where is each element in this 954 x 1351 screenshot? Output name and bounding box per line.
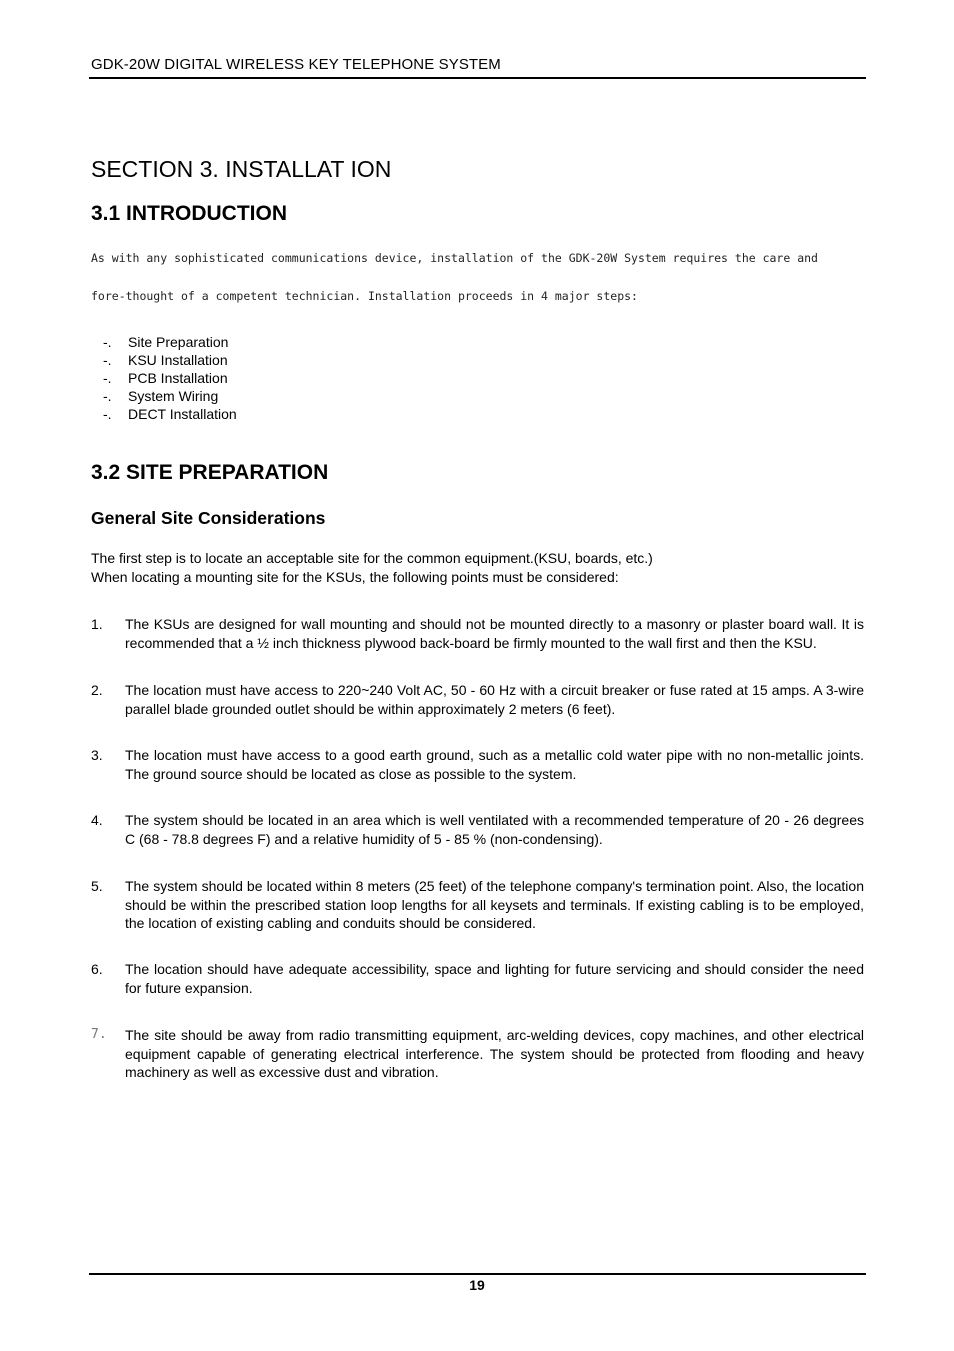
list-item [103,369,237,387]
list-item [103,387,237,405]
item-number: 5. [91,878,103,894]
list-item [103,333,237,351]
site-considerations-subheading: General Site Considerations [91,508,326,528]
introduction-heading: 3.1 INTRODUCTION [91,202,288,225]
header-title: GDK-20W DIGITAL WIRELESS KEY TELEPHONE SYSTEM [91,56,501,73]
item-text: The KSUs are designed for wall mounting and should not be mounted directly to a masonry or plaster board wall. It is recommended that a ½ inch thickness plywood back-board be firmly mounted to the wall first and then the KSU. [125,616,864,651]
introduction-paragraph [91,239,866,315]
item-text: The location must have access to 220~240 Volt AC, 50 - 60 Hz with a circuit breaker or fuse rated at 15 amps. A 3-wire parallel blade grounded outlet should be within approximately 2 meters (6 feet). [125,682,864,717]
list-item-label: PCB Installation [128,370,228,386]
item-number: 3. [91,747,103,763]
list-item [103,405,237,423]
item-text: The system should be located within 8 meters (25 feet) of the telephone company's termination point. Also, the location should be within the prescribed station loop lengths for all keysets and terminals. If existing cabling is to be employed, the location of existing cabling and conduits should be considered. [125,878,864,931]
site-intro-line: When locating a mounting site for the KSUs, the following points must be considered: [91,569,619,585]
consideration-item [91,877,864,933]
consideration-item [91,960,864,997]
list-bullet: -. [103,370,112,386]
list-item-label: DECT Installation [128,406,237,422]
site-intro-line: The first step is to locate an acceptable site for the common equipment.(KSU, boards, etc.) [91,550,653,566]
item-text: The location should have adequate accessibility, space and lighting for future servicing and should consider the need for future expansion. [125,961,864,996]
list-bullet: -. [103,334,112,350]
introduction-line: fore-thought of a competent technician. Installation proceeds in 4 major steps: [91,289,638,303]
list-item-label: Site Preparation [128,334,229,350]
list-bullet: -. [103,388,112,404]
list-item [103,351,237,369]
introduction-line: As with any sophisticated communications device, installation of the GDK-20W System requires the care and [91,251,818,265]
site-intro-paragraph [91,549,653,587]
header-divider [89,77,866,79]
item-number: 6. [91,961,103,977]
footer-divider [89,1273,866,1275]
item-number: 7. [91,1027,107,1042]
list-item-label: KSU Installation [128,352,228,368]
list-item-label: System Wiring [128,388,219,404]
section-title: SECTION 3. INSTALLAT ION [91,156,392,182]
site-preparation-heading: 3.2 SITE PREPARATION [91,461,329,484]
consideration-item [91,1026,864,1082]
consideration-item [91,615,864,652]
consideration-item [91,811,864,848]
installation-steps-list [103,333,237,423]
consideration-item [91,681,864,718]
item-text: The site should be away from radio transmitting equipment, arc-welding devices, copy machines, and other electrical equipment capable of generating electrical interference. The system should be protected from flooding and heavy machinery as well as excessive dust and vibration. [125,1027,864,1080]
list-bullet: -. [103,406,112,422]
item-number: 4. [91,812,103,828]
item-text: The location must have access to a good earth ground, such as a metallic cold water pipe with no non-metallic joints. The ground source should be located as close as possible to the system. [125,747,864,782]
page-number: 19 [469,1277,485,1293]
list-bullet: -. [103,352,112,368]
item-text: The system should be located in an area which is well ventilated with a recommended temperature of 20 - 26 degrees C (68 - 78.8 degrees F) and a relative humidity of 5 - 85 % (non-condensing). [125,812,864,847]
item-number: 1. [91,616,103,632]
consideration-item [91,746,864,783]
item-number: 2. [91,682,103,698]
